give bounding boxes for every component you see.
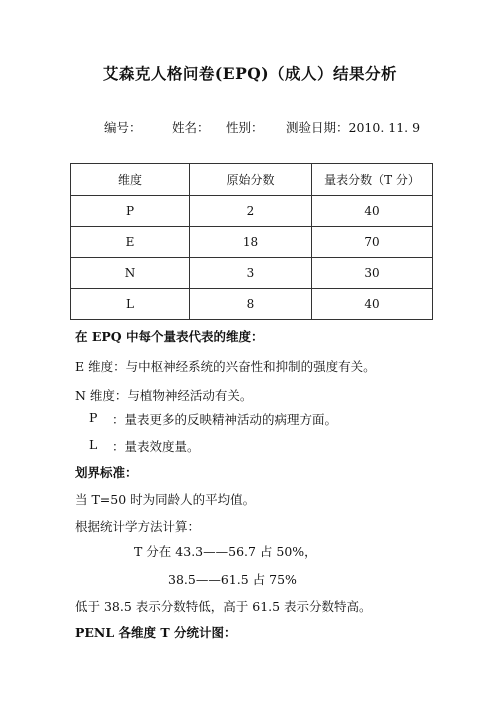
table-row [71, 258, 433, 289]
chart-heading: PENL 各维度 T 分统计图： [75, 625, 237, 640]
cell-t-score: 70 [312, 227, 433, 258]
cell-dimension: E [71, 227, 190, 258]
header-dimension: 维度 [71, 164, 190, 196]
cell-t-score: 40 [312, 289, 433, 320]
gender-label: 性别： [226, 120, 264, 135]
dimension-l-text: ：量表效度量。 [112, 439, 200, 454]
cell-t-score: 30 [312, 258, 433, 289]
table-row [71, 227, 433, 258]
dimensions-heading: 在 EPQ 中每个量表代表的维度： [75, 329, 264, 344]
cell-raw-score: 8 [190, 289, 312, 320]
score-table [70, 163, 433, 320]
criteria-method: 根据统计学方法计算： [75, 519, 201, 534]
cell-t-score: 40 [312, 196, 433, 227]
criteria-thresholds: 低于 38.5 表示分数特低，高于 61.5 表示分数特高。 [75, 599, 372, 614]
page-title: 艾森克人格问卷(EPQ)（成人）结果分析 [102, 64, 398, 83]
dimension-n-text: N 维度：与植物神经活动有关。 [75, 388, 253, 403]
criteria-average: 当 T=50 时为同龄人的平均值。 [75, 492, 256, 507]
date-value: 2010. 11. 9 [348, 120, 421, 135]
criteria-heading: 划界标准： [75, 465, 138, 480]
dimension-e-text: E 维度：与中枢神经系统的兴奋性和抑制的强度有关。 [75, 359, 376, 374]
name-label: 姓名： [172, 120, 210, 135]
table-row [71, 196, 433, 227]
table-row [71, 289, 433, 320]
criteria-range-75: 38.5——61.5 占 75% [168, 572, 297, 587]
date-label-text: 测验日期： [286, 120, 349, 135]
header-t-score: 量表分数（T 分） [312, 164, 433, 196]
cell-raw-score: 2 [190, 196, 312, 227]
header-raw-score: 原始分数 [190, 164, 312, 196]
dimension-l-key: L [89, 437, 98, 452]
criteria-range-50: T 分在 43.3——56.7 占 50%， [134, 544, 317, 559]
cell-dimension: N [71, 258, 190, 289]
cell-raw-score: 18 [190, 227, 312, 258]
cell-dimension: P [71, 196, 190, 227]
number-label: 编号： [104, 120, 142, 135]
date-label [286, 118, 420, 136]
dimension-p-text: ：量表更多的反映精神活动的病理方面。 [112, 412, 338, 427]
dimension-p-key: P [89, 410, 98, 425]
cell-raw-score: 3 [190, 258, 312, 289]
cell-dimension: L [71, 289, 190, 320]
table-header-row [71, 164, 433, 196]
